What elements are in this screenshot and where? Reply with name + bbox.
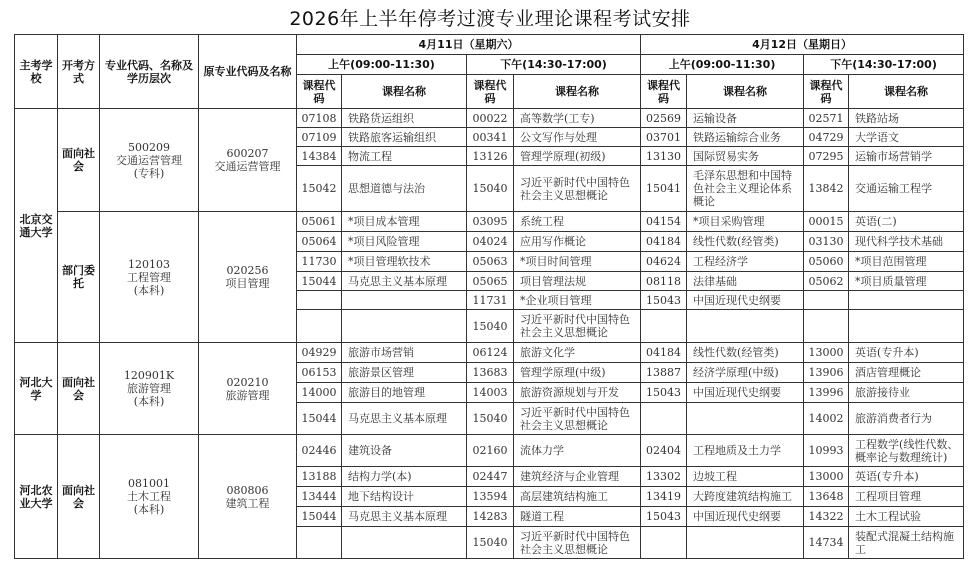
course-name: 大学语文 xyxy=(849,128,964,147)
course-code: 13000 xyxy=(804,467,849,487)
course-name: 习近平新时代中国特色社会主义思想概论 xyxy=(514,166,641,212)
school-cell: 北京交通大学 xyxy=(15,109,58,343)
exam-schedule-table xyxy=(14,34,964,559)
course-name xyxy=(849,310,964,343)
course-name: 铁路货运组织 xyxy=(342,109,467,128)
course-code xyxy=(297,291,342,310)
course-code: 13842 xyxy=(804,166,849,212)
course-code: 15043 xyxy=(641,507,687,527)
major-cell xyxy=(100,212,199,343)
course-code: 05060 xyxy=(804,252,849,272)
course-name: 马克思主义基本原理 xyxy=(342,507,467,527)
course-name: 结构力学(本) xyxy=(342,467,467,487)
course-code: 07108 xyxy=(297,109,342,128)
course-code: 15040 xyxy=(467,166,514,212)
course-code: 07109 xyxy=(297,128,342,147)
course-name: *项目采购管理 xyxy=(687,212,804,232)
course-name: 旅游文化学 xyxy=(514,343,641,363)
course-code: 07295 xyxy=(804,147,849,166)
course-code: 14384 xyxy=(297,147,342,166)
course-name: 地下结构设计 xyxy=(342,487,467,507)
course-name: 习近平新时代中国特色社会主义思想概论 xyxy=(514,310,641,343)
course-code: 02571 xyxy=(804,109,849,128)
course-code: 15044 xyxy=(297,272,342,291)
mode-cell: 面向社会 xyxy=(58,109,100,212)
course-code: 13887 xyxy=(641,363,687,383)
header-old-major: 原专业代码及名称 xyxy=(199,35,297,109)
course-name: 中国近现代史纲要 xyxy=(687,291,804,310)
major-level: (本科) xyxy=(133,503,165,516)
course-code xyxy=(641,403,687,435)
course-name: 旅游资源规划与开发 xyxy=(514,383,641,403)
table-row xyxy=(15,212,964,232)
course-code: 11730 xyxy=(297,252,342,272)
course-name: *项目质量管理 xyxy=(849,272,964,291)
course-name: 边坡工程 xyxy=(687,467,804,487)
old-major-name: 项目管理 xyxy=(225,277,270,290)
old-major-code: 020256 xyxy=(226,264,269,277)
header-day1: 4月11日（星期六） xyxy=(297,35,641,55)
course-code: 05063 xyxy=(467,252,514,272)
course-code: 13000 xyxy=(804,343,849,363)
mode-cell: 面向社会 xyxy=(58,435,100,559)
course-code: 06124 xyxy=(467,343,514,363)
course-code: 10993 xyxy=(804,435,849,467)
course-code xyxy=(297,310,342,343)
course-name: 建筑经济与企业管理 xyxy=(514,467,641,487)
course-name: 马克思主义基本原理 xyxy=(342,272,467,291)
course-code xyxy=(641,527,687,559)
course-code: 15040 xyxy=(467,403,514,435)
course-name: 思想道德与法治 xyxy=(342,166,467,212)
course-code: 02446 xyxy=(297,435,342,467)
major-code: 500209 xyxy=(128,140,170,154)
school-cell: 河北大学 xyxy=(15,343,58,435)
major-cell xyxy=(100,109,199,212)
course-code: 04184 xyxy=(641,343,687,363)
course-name: 管理学原理(初级) xyxy=(514,147,641,166)
major-cell xyxy=(100,343,199,435)
course-code: 14000 xyxy=(297,383,342,403)
course-code: 13130 xyxy=(641,147,687,166)
course-code: 06153 xyxy=(297,363,342,383)
header-day1-pm: 下午(14:30-17:00) xyxy=(467,55,641,75)
course-name xyxy=(342,527,467,559)
course-code: 05061 xyxy=(297,212,342,232)
course-name xyxy=(687,527,804,559)
course-code: 02569 xyxy=(641,109,687,128)
header-day2-pm: 下午(14:30-17:00) xyxy=(804,55,964,75)
course-name: 公文写作与处理 xyxy=(514,128,641,147)
course-code xyxy=(804,291,849,310)
major-name: 交通运营管理 xyxy=(116,153,182,167)
course-code: 14003 xyxy=(467,383,514,403)
header-course: 课程名称 xyxy=(849,75,964,109)
course-name xyxy=(342,291,467,310)
old-major-cell xyxy=(199,212,297,343)
course-code: 14002 xyxy=(804,403,849,435)
header-course: 课程名称 xyxy=(342,75,467,109)
course-code: 13594 xyxy=(467,487,514,507)
old-major-code: 080806 xyxy=(226,483,269,497)
course-name: 土木工程试验 xyxy=(849,507,964,527)
course-code: 14283 xyxy=(467,507,514,527)
header-code: 课程代码 xyxy=(804,75,849,109)
table-row xyxy=(15,435,964,467)
header-school: 主考学校 xyxy=(15,35,58,109)
course-name: 英语(二) xyxy=(849,212,964,232)
header-code: 课程代码 xyxy=(297,75,342,109)
course-name: 高层建筑结构施工 xyxy=(514,487,641,507)
course-code: 02447 xyxy=(467,467,514,487)
course-code: 14734 xyxy=(804,527,849,559)
table-row xyxy=(15,343,964,363)
course-name: 装配式混凝土结构施工 xyxy=(849,527,964,559)
course-name: 经济学原理(中级) xyxy=(687,363,804,383)
course-code: 02160 xyxy=(467,435,514,467)
course-code: 15044 xyxy=(297,507,342,527)
table-header xyxy=(15,35,964,109)
course-name: 毛泽东思想和中国特色社会主义理论体系概论 xyxy=(687,166,804,212)
course-code: 03701 xyxy=(641,128,687,147)
course-code: 08118 xyxy=(641,272,687,291)
course-code: 13188 xyxy=(297,467,342,487)
course-code: 04184 xyxy=(641,232,687,252)
header-day2-am: 上午(09:00-11:30) xyxy=(641,55,804,75)
course-name: 隧道工程 xyxy=(514,507,641,527)
major-name: 旅游管理 xyxy=(127,382,171,395)
header-mode: 开考方式 xyxy=(58,35,100,109)
major-name: 工程管理 xyxy=(127,270,171,284)
course-code xyxy=(804,310,849,343)
course-name: 旅游接待业 xyxy=(849,383,964,403)
course-name: 中国近现代史纲要 xyxy=(687,507,804,527)
course-code: 15041 xyxy=(641,166,687,212)
course-name: 交通运输工程学 xyxy=(849,166,964,212)
course-code: 05065 xyxy=(467,272,514,291)
course-code: 02404 xyxy=(641,435,687,467)
course-name: 大跨度建筑结构施工 xyxy=(687,487,804,507)
header-major: 专业代码、名称及学历层次 xyxy=(100,35,199,109)
course-name xyxy=(687,310,804,343)
course-code: 15044 xyxy=(297,403,342,435)
course-code xyxy=(641,310,687,343)
course-name: *项目成本管理 xyxy=(342,212,467,232)
major-name: 土木工程 xyxy=(127,490,171,503)
course-code: 04929 xyxy=(297,343,342,363)
course-code: 03130 xyxy=(804,232,849,252)
page-title: 2026年上半年停考过渡专业理论课程考试安排 xyxy=(289,8,691,30)
course-name: 线性代数(经管类) xyxy=(687,343,804,363)
course-code: 13419 xyxy=(641,487,687,507)
major-code: 081001 xyxy=(128,477,170,490)
course-name: 法律基础 xyxy=(687,272,804,291)
course-code xyxy=(297,527,342,559)
school-cell: 河北农业大学 xyxy=(15,435,58,559)
course-code: 15040 xyxy=(467,527,514,559)
course-name: 英语(专升本) xyxy=(849,467,964,487)
course-code: 13648 xyxy=(804,487,849,507)
course-name: 线性代数(经管类) xyxy=(687,232,804,252)
header-course: 课程名称 xyxy=(514,75,641,109)
course-name: 工程数学(线性代数、概率论与数理统计) xyxy=(849,435,964,467)
course-name: 旅游目的地管理 xyxy=(342,383,467,403)
course-code: 13683 xyxy=(467,363,514,383)
course-code: 00015 xyxy=(804,212,849,232)
course-name: 工程地质及土力学 xyxy=(687,435,804,467)
course-code: 15043 xyxy=(641,291,687,310)
course-name: 系统工程 xyxy=(514,212,641,232)
course-code: 13444 xyxy=(297,487,342,507)
course-code: 13126 xyxy=(467,147,514,166)
course-name: 旅游消费者行为 xyxy=(849,403,964,435)
course-code: 04729 xyxy=(804,128,849,147)
old-major-name: 交通运营管理 xyxy=(214,160,281,173)
course-name: 项目管理法规 xyxy=(514,272,641,291)
course-code: 15042 xyxy=(297,166,342,212)
course-code: 13906 xyxy=(804,363,849,383)
major-level: (本科) xyxy=(133,395,165,408)
course-name: 铁路旅客运输组织 xyxy=(342,128,467,147)
course-code: 04024 xyxy=(467,232,514,252)
table-body xyxy=(15,109,964,559)
major-cell xyxy=(100,435,199,559)
course-code: 05064 xyxy=(297,232,342,252)
header-course: 课程名称 xyxy=(687,75,804,109)
old-major-code: 020210 xyxy=(226,375,269,389)
course-code: 15043 xyxy=(641,383,687,403)
mode-cell: 部门委托 xyxy=(58,212,100,343)
course-name: 国际贸易实务 xyxy=(687,147,804,166)
course-code: 13302 xyxy=(641,467,687,487)
course-code: 13996 xyxy=(804,383,849,403)
course-name: 酒店管理概论 xyxy=(849,363,964,383)
course-name: 旅游市场营销 xyxy=(342,343,467,363)
course-name: 工程经济学 xyxy=(687,252,804,272)
course-name: *项目管理软技术 xyxy=(342,252,467,272)
course-name: 管理学原理(中级) xyxy=(514,363,641,383)
course-name: 运输市场营销学 xyxy=(849,147,964,166)
course-name: *项目风险管理 xyxy=(342,232,467,252)
course-name: 工程项目管理 xyxy=(849,487,964,507)
course-code: 15040 xyxy=(467,310,514,343)
course-name: 建筑设备 xyxy=(342,435,467,467)
course-name: 中国近现代史纲要 xyxy=(687,383,804,403)
course-name: 应用写作概论 xyxy=(514,232,641,252)
course-name: *企业项目管理 xyxy=(514,291,641,310)
course-code: 04154 xyxy=(641,212,687,232)
old-major-cell xyxy=(199,109,297,212)
header-code: 课程代码 xyxy=(467,75,514,109)
old-major-cell xyxy=(199,343,297,435)
header-day1-am: 上午(09:00-11:30) xyxy=(297,55,467,75)
course-name xyxy=(687,403,804,435)
course-name: 高等数学(工专) xyxy=(514,109,641,128)
table-row xyxy=(15,109,964,128)
course-name: 习近平新时代中国特色社会主义思想概论 xyxy=(514,527,641,559)
course-name: 马克思主义基本原理 xyxy=(342,403,467,435)
course-name: 现代科学技术基础 xyxy=(849,232,964,252)
old-major-code: 600207 xyxy=(226,147,269,160)
course-code: 00022 xyxy=(467,109,514,128)
course-name: 铁路站场 xyxy=(849,109,964,128)
course-name: 习近平新时代中国特色社会主义思想概论 xyxy=(514,403,641,435)
course-code: 04624 xyxy=(641,252,687,272)
old-major-cell xyxy=(199,435,297,559)
course-code: 14322 xyxy=(804,507,849,527)
major-level: (专科) xyxy=(133,166,165,180)
course-name xyxy=(849,291,964,310)
course-name: *项目范围管理 xyxy=(849,252,964,272)
header-day2: 4月12日（星期日） xyxy=(641,35,964,55)
old-major-name: 建筑工程 xyxy=(225,496,270,510)
course-name: 旅游景区管理 xyxy=(342,363,467,383)
course-name: 铁路运输综合业务 xyxy=(687,128,804,147)
major-code: 120103 xyxy=(128,257,170,271)
course-name: 流体力学 xyxy=(514,435,641,467)
course-name: 物流工程 xyxy=(342,147,467,166)
header-code: 课程代码 xyxy=(641,75,687,109)
course-code: 05062 xyxy=(804,272,849,291)
old-major-name: 旅游管理 xyxy=(225,388,270,402)
mode-cell: 面向社会 xyxy=(58,343,100,435)
course-name: 英语(专升本) xyxy=(849,343,964,363)
major-code: 120901K xyxy=(123,369,175,382)
course-name: *项目时间管理 xyxy=(514,252,641,272)
major-level: (本科) xyxy=(133,283,165,297)
course-code: 11731 xyxy=(467,291,514,310)
course-code: 00341 xyxy=(467,128,514,147)
course-code: 03095 xyxy=(467,212,514,232)
course-name xyxy=(342,310,467,343)
course-name: 运输设备 xyxy=(687,109,804,128)
